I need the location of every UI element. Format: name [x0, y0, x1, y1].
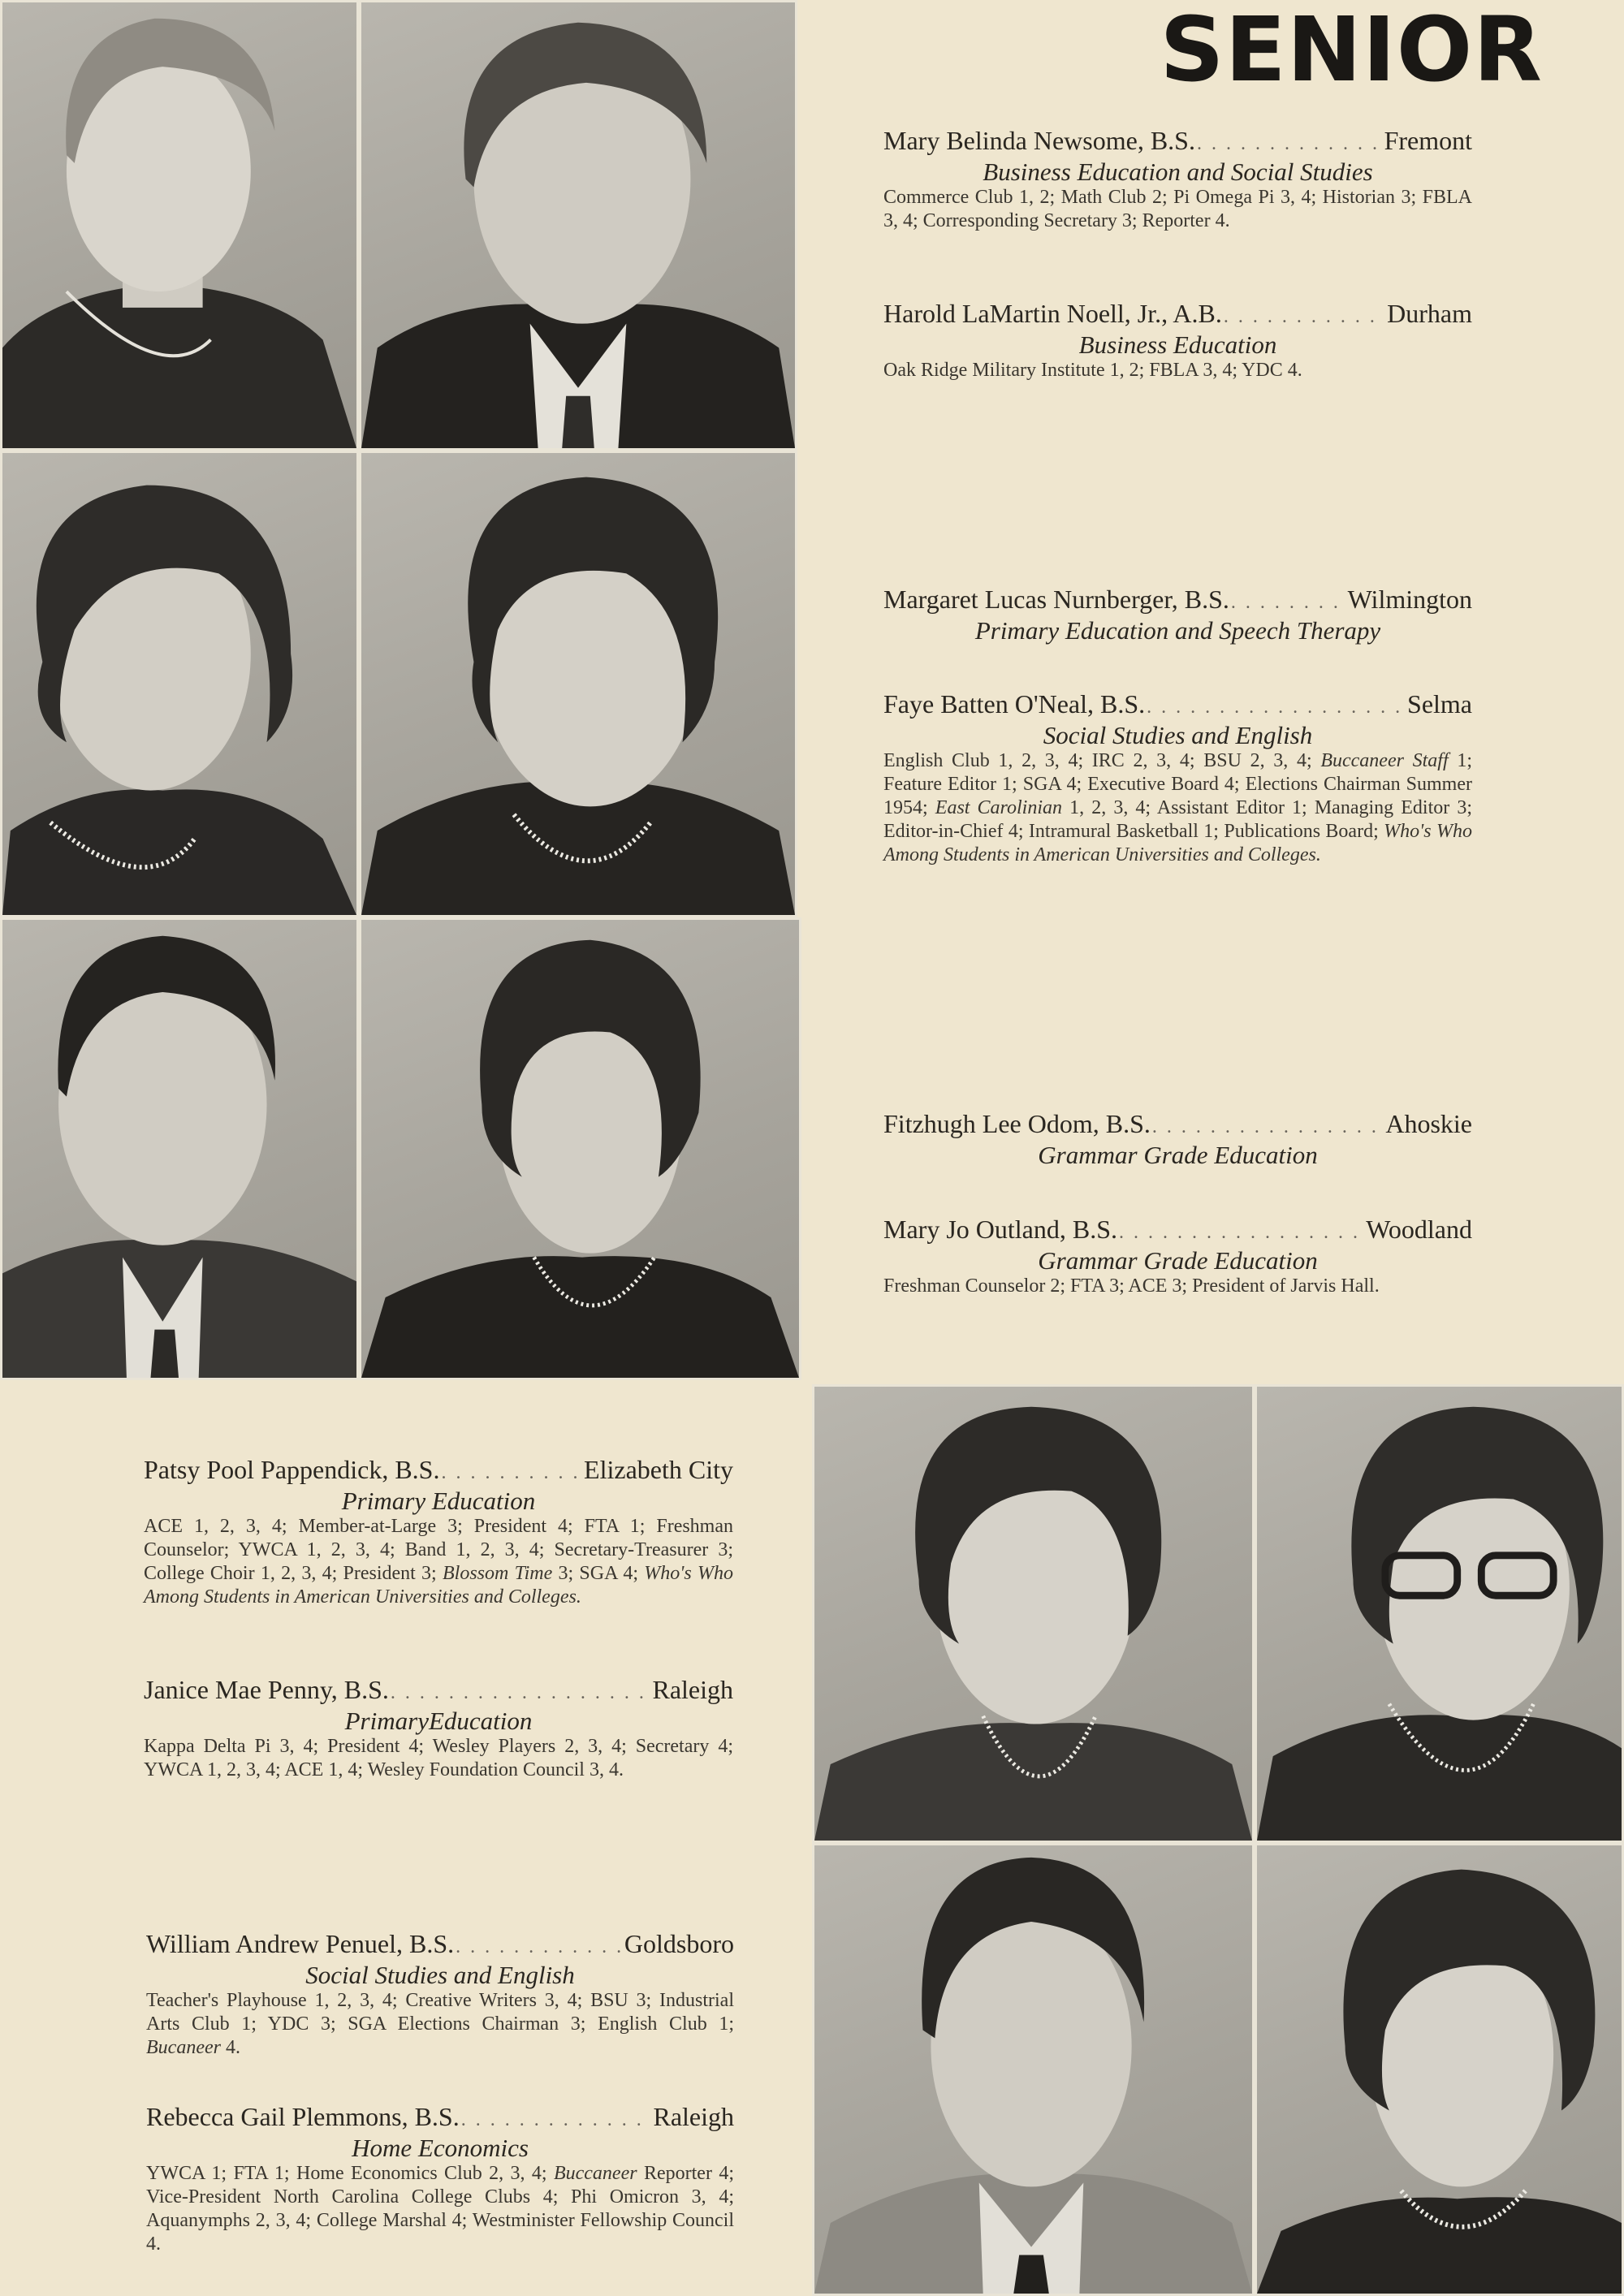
senior-entry	[883, 1215, 1472, 1298]
portrait-photo	[812, 1384, 1255, 1843]
student-name: Mary Jo Outland, B.S.	[883, 1215, 1117, 1244]
major: Grammar Grade Education	[1038, 1141, 1318, 1169]
portrait-photo	[1255, 1384, 1624, 1843]
activities: Commerce Club 1, 2; Math Club 2; Pi Omega Pi 3, 4; Historian 3; FBLA 3, 4; Corresponding Secretary 3; Reporter 4.	[883, 187, 1472, 231]
student-name: William Andrew Penuel, B.S.	[146, 1929, 455, 1958]
student-name: Patsy Pool Pappendick, B.S.	[144, 1455, 440, 1484]
activities: Teacher's Playhouse 1, 2, 3, 4; Creative Writers 3, 4; BSU 3; Industrial Arts Club 1; YDC 3; SGA Elections Chairman 3; English Club 1; Bucaneer 4.	[146, 1990, 734, 2058]
major: Grammar Grade Education	[1038, 1246, 1318, 1275]
hometown: Wilmington	[1347, 585, 1472, 614]
student-name: Rebecca Gail Plemmons, B.S.	[146, 2102, 460, 2131]
hometown: Goldsboro	[624, 1929, 734, 1958]
hometown: Elizabeth City	[584, 1455, 733, 1484]
senior-entry	[883, 299, 1472, 382]
student-name: Margaret Lucas Nurnberger, B.S.	[883, 585, 1229, 614]
activities: YWCA 1; FTA 1; Home Economics Club 2, 3, 4; Buccaneer Reporter 4; Vice-President North Carolina College Clubs 4; Phi Omicron 3, 4; Aquanymphs 2, 3, 4; College Marshal 4; Westminister Fellowship Council 4.	[146, 2163, 734, 2255]
portrait-photo	[359, 917, 801, 1380]
student-name: Mary Belinda Newsome, B.S.	[883, 126, 1195, 155]
senior-entry	[146, 1929, 734, 2060]
portrait-photo	[359, 451, 797, 917]
hometown: Raleigh	[652, 1675, 733, 1704]
hometown: Durham	[1387, 299, 1472, 328]
leader-dots	[1152, 1112, 1384, 1142]
portrait-photo	[359, 0, 797, 451]
leader-dots	[1119, 1218, 1364, 1247]
major: Social Studies and English	[1043, 721, 1313, 749]
hometown: Woodland	[1366, 1215, 1472, 1244]
senior-entry	[883, 689, 1472, 867]
hometown: Selma	[1407, 689, 1472, 719]
activities: Kappa Delta Pi 3, 4; President 4; Wesley Players 2, 3, 4; Secretary 4; YWCA 1, 2, 3, 4; ACE 1, 4; Wesley Foundation Council 3, 4.	[144, 1736, 733, 1780]
major: Home Economics	[352, 2134, 529, 2162]
leader-dots	[1147, 693, 1406, 722]
major: Business Education and Social Studies	[983, 158, 1373, 186]
hometown: Ahoskie	[1385, 1109, 1472, 1138]
student-name: Harold LaMartin Noell, Jr., A.B.	[883, 299, 1222, 328]
leader-dots	[461, 2105, 652, 2134]
senior-entry	[883, 585, 1472, 645]
hometown: Raleigh	[653, 2102, 734, 2131]
portrait-photo	[0, 917, 359, 1380]
student-name: Fitzhugh Lee Odom, B.S.	[883, 1109, 1151, 1138]
activities: Oak Ridge Military Institute 1, 2; FBLA 3, 4; YDC 4.	[883, 360, 1302, 381]
portrait-photo	[1255, 1843, 1624, 2296]
activities: Freshman Counselor 2; FTA 3; ACE 3; President of Jarvis Hall.	[883, 1275, 1380, 1297]
major: Social Studies and English	[305, 1961, 575, 1989]
major: Primary Education	[341, 1487, 536, 1515]
major: Business Education	[1078, 330, 1277, 359]
hometown: Fremont	[1384, 126, 1472, 155]
senior-entry	[883, 1109, 1472, 1169]
senior-entry	[144, 1675, 733, 1782]
portrait-photo	[0, 451, 359, 917]
leader-dots	[391, 1678, 651, 1707]
senior-entry	[146, 2102, 734, 2256]
portrait-photo	[0, 0, 359, 451]
leader-dots	[1224, 302, 1385, 331]
portrait-photo	[812, 1843, 1255, 2296]
senior-entry	[883, 126, 1472, 233]
activities: English Club 1, 2, 3, 4; IRC 2, 3, 4; BSU 2, 3, 4; Buccaneer Staff 1; Feature Editor 1; SGA 4; Executive Board 4; Elections Chairman Summer 1954; East Carolinian 1, 2, 3, 4; Assistant Editor 1; Managing Editor 3; Editor-in-Chief 4; Intramural Basketball 1; Publications Board; Who's Who Among Students in American Universities and Colleges.	[883, 750, 1472, 865]
student-name: Janice Mae Penny, B.S.	[144, 1675, 389, 1704]
student-name: Faye Batten O'Neal, B.S.	[883, 689, 1146, 719]
leader-dots	[456, 1932, 623, 1962]
major: PrimaryEducation	[344, 1707, 533, 1735]
major: Primary Education and Speech Therapy	[974, 616, 1381, 645]
leader-dots	[1231, 588, 1346, 617]
page-title: SENIOR	[1160, 0, 1543, 101]
activities: ACE 1, 2, 3, 4; Member-at-Large 3; President 4; FTA 1; Freshman Counselor; YWCA 1, 2, 3, 4; Band 1, 2, 3, 4; Secretary-Treasurer 3; College Choir 1, 2, 3, 4; President 3; Blossom Time 3; SGA 4; Who's Who Among Students in American Universities and Colleges.	[144, 1516, 733, 1608]
leader-dots	[1197, 129, 1383, 158]
senior-entry	[144, 1455, 733, 1609]
leader-dots	[441, 1458, 582, 1487]
